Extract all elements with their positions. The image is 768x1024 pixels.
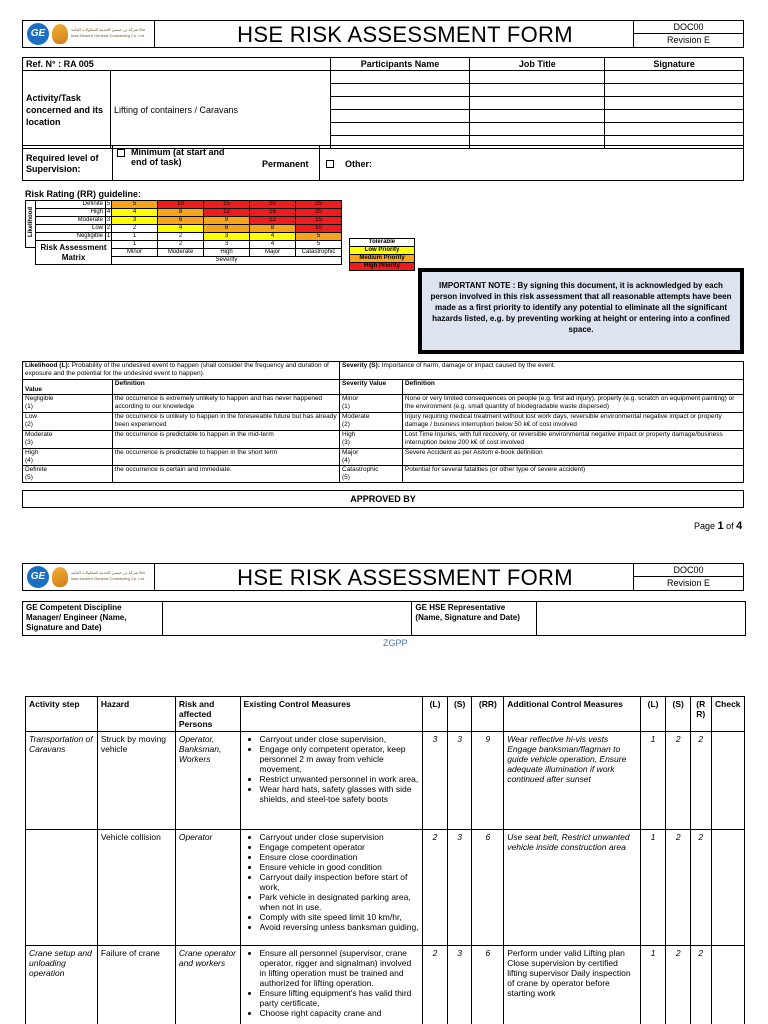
job-cell[interactable] [470,97,605,110]
matrix-cell: 12 [250,217,296,225]
hazard: Failure of crane [97,946,175,1024]
likelihood: 2 [423,946,448,1024]
matrix-row-number: 2 [106,225,111,231]
doc-revision: Revision E [666,578,711,588]
severity-residual: 2 [666,732,691,830]
additional-measures: Perform under valid Lifting plan Close supervision by certified lifting supervisor Daily inspection of crane by operator before starting work [504,946,641,1024]
matrix-cell: 15 [296,217,342,225]
likelihood-value-header: Value [23,380,113,395]
logo-cell [23,21,155,47]
matrix-cell: 10 [158,201,204,209]
severity-definition: None or very limited consequences on people (e.g. first aid injury), property (e.g. scratch on equipment painting) or the environment (e.g. small quantity of biodegradable waste dispersed) [402,395,743,413]
competent-manager-label: GE Competent Discipline Manager/ Engineer (Name, Signature and Date) [23,602,163,636]
signature-cell[interactable] [605,97,744,110]
severity-value-header: Severity Value [340,380,403,395]
important-note: IMPORTANT NOTE : By signing this document, it is acknowledged by each person involved in this risk assessment that all reasonable attempts have been made as a first priority to identify any potential to eliminate all the significant hazards listed, e.g. by preventing working at height or entering into a confined space. [418,268,744,354]
matrix-cell: 10 [296,225,342,233]
job-cell[interactable] [470,110,605,123]
activity-value: Lifting of containers / Caravans [110,71,330,149]
matrix-cell: 5 [296,233,342,241]
severity-definition-table [339,361,744,483]
severity-name: Catastrophic [296,249,342,257]
severity-number: 4 [250,241,296,249]
severity-definition: Potential for several fatalities (or other type of severe accident) [402,466,743,483]
col-risk: Risk and affected Persons [175,697,240,732]
matrix-cell: 4 [158,225,204,233]
matrix-cell: 4 [112,209,158,217]
col-additional-measures: Additional Control Measures [504,697,641,732]
likelihood-value: Negligible (1) [23,395,113,413]
participant-cell[interactable] [330,84,470,97]
severity-definition-header: Definition [402,380,743,395]
matrix-row-name: Low [36,225,106,233]
severity-value: Catastrophic (5) [340,466,403,483]
likelihood: 2 [423,830,448,946]
doc-box [633,21,743,47]
likelihood-residual: 1 [640,830,666,946]
likelihood-definition-header: Definition [112,380,339,395]
activity-step [26,830,98,946]
matrix-cell: 9 [204,217,250,225]
doc-revision: Revision E [666,35,711,45]
logo-cell [23,564,155,590]
activity-label: Activity/Task concerned and its location [23,71,111,149]
doc-number: DOC00 [634,21,743,34]
activity-step: Crane setup and unloading operation [26,946,98,1024]
legend-high: High Priority [350,263,415,271]
likelihood-definition: the occurrence is predictable to happen in the short term [112,449,339,466]
severity-name: High [204,249,250,257]
likelihood-value: Low (2) [23,413,113,431]
risk-persons: Crane operator and workers [175,946,240,1024]
participants-table [22,57,744,149]
matrix-cell: 8 [250,225,296,233]
likelihood-value: Definite (5) [23,466,113,483]
matrix-cell: 20 [296,209,342,217]
risk-rating: 6 [472,830,504,946]
matrix-label: Risk Assessment Matrix [36,241,112,265]
participant-cell[interactable] [330,97,470,110]
matrix-row-name: Negligible [36,233,106,241]
job-cell[interactable] [470,84,605,97]
likelihood-definition: the occurrence is certain and immediate. [112,466,339,483]
matrix-row-number: 4 [106,209,111,215]
participant-cell[interactable] [330,71,470,84]
severity-number: 1 [112,241,158,249]
risk-rating-title: Risk Rating (RR) guideline: [25,189,142,199]
form-title: HSE RISK ASSESSMENT FORM [237,565,573,590]
col-rr2: (R R) [691,697,712,732]
check-cell[interactable] [711,830,744,946]
risk-rating-residual: 2 [691,946,712,1024]
risk-persons: Operator, Banksman, Workers [175,732,240,830]
existing-measures: • Ensure all personnel (supervisor, crane operator, rigger and signalman) involved in lifting operation must be trained and authorized for lifting operation. • Ensure lifting equipment's has valid third party certificate, • Choose right capacity crane and [240,946,423,1024]
col-existing-measures: Existing Control Measures [240,697,423,732]
matrix-cell: 1 [112,233,158,241]
matrix-cell: 6 [158,217,204,225]
supervision-row [22,145,744,181]
severity-axis-label: Severity [112,257,342,265]
participant-cell[interactable] [330,110,470,123]
ge-logo-icon: GE [27,23,49,45]
participants-header: Participants Name [330,58,470,71]
signature-cell[interactable] [605,110,744,123]
ge-logo-icon: GE [27,566,49,588]
other-label: Other: [345,159,372,169]
severity-name: Minor [112,249,158,257]
legend-tolerable: Tolerable [350,239,415,247]
additional-measures: Use seat belt, Restrict unwanted vehicle inside construction area [504,830,641,946]
activity-step: Transportation of Caravans [26,732,98,830]
signoff-table [22,601,746,636]
risk-rating-residual: 2 [691,830,712,946]
matrix-cell: 2 [158,233,204,241]
page-number: Page 1 of 4 [694,520,743,532]
table-row [26,946,745,1024]
matrix-cell: 12 [204,209,250,217]
hse-rep-label: GE HSE Representative (Name, Signature and Date) [412,602,537,636]
col-check: Check [711,697,744,732]
severity-number: 3 [204,241,250,249]
likelihood-intro: Likelihood (L): Probability of the undesired event to happen (shall consider the frequency and duration of exposure and the potential for the undesired event to happen). [23,362,340,380]
matrix-row-name: Moderate [36,217,106,225]
permanent-label: Permanent [262,159,309,169]
matrix-cell: 15 [204,201,250,209]
additional-measures: Wear reflective hi-vis vests Engage banksman/flagman to guide vehicle operation, Ensure adequate illumination if work continued after sunset [504,732,641,830]
severity-number: 5 [296,241,342,249]
approved-by: APPROVED BY [22,490,744,508]
severity-value: High (3) [340,431,403,449]
likelihood-definition-table [22,361,340,483]
matrix-cell: 3 [112,217,158,225]
competent-manager-signature[interactable] [162,602,412,636]
severity-name: Major [250,249,296,257]
page1-header [22,20,744,48]
existing-measures: • Carryout under close supervision • Engage competent operator • Ensure close coordination • Ensure vehicle in good condition • Carryout daily inspection before start of work, • Park vehicle in designated parking area, when not in use. • Comply with site speed limit 10 km/hr, • Avoid reversing unless banksman guiding, [240,830,423,946]
likelihood: 3 [423,732,448,830]
minimum-checkbox[interactable] [117,149,125,157]
likelihood-definition: the occurrence is unlikely to happen in the foreseeable future but has already been experienced [112,413,339,431]
signature-header: Signature [605,58,744,71]
matrix-row-number: 1 [106,233,111,239]
likelihood-residual: 1 [640,732,666,830]
matrix-cell: 20 [250,201,296,209]
risk-persons: Operator [175,830,240,946]
matrix-row-number: 5 [106,201,111,207]
matrix-cell: 5 [112,201,158,209]
partner-logo-icon [52,567,68,587]
participant-cell[interactable] [330,123,470,136]
legend-low: Low Priority [350,247,415,255]
severity-residual: 2 [666,830,691,946]
severity-intro: Severity (S): Importance of harm, damage or impact caused by the event. [340,362,744,380]
likelihood-residual: 1 [640,946,666,1024]
col-l: (L) [423,697,448,732]
hazard: Struck by moving vehicle [97,732,175,830]
col-l2: (L) [640,697,666,732]
severity: 3 [447,732,472,830]
matrix-row-name: Definite [36,201,106,209]
likelihood-label: Likelihood [28,207,34,237]
hse-rep-signature[interactable] [537,602,746,636]
check-cell[interactable] [711,732,744,830]
page2-header [22,563,744,591]
col-s2: (S) [666,697,691,732]
signature-cell[interactable] [605,71,744,84]
matrix-cell: 2 [112,225,158,233]
severity-residual: 2 [666,946,691,1024]
priority-legend [349,238,415,271]
risk-rating: 9 [472,732,504,830]
permanent-checkbox[interactable] [326,160,334,168]
severity-definition: Severe Accident as per Alstom e-book definition [402,449,743,466]
risk-rating: 6 [472,946,504,1024]
matrix-cell: 25 [296,201,342,209]
col-hazard: Hazard [97,697,175,732]
likelihood-axis [25,200,35,248]
matrix-cell: 6 [204,225,250,233]
severity-number: 2 [158,241,204,249]
activity-table [25,696,745,1024]
likelihood-value: High (4) [23,449,113,466]
risk-matrix [35,200,342,265]
check-cell[interactable] [711,946,744,1024]
likelihood-definition: the occurrence is predictable to happen in the mid-term [112,431,339,449]
severity-name: Moderate [158,249,204,257]
form-title: HSE RISK ASSESSMENT FORM [237,22,573,47]
signature-cell[interactable] [605,123,744,136]
table-row [26,732,745,830]
hazard: Vehicle collision [97,830,175,946]
severity-value: Moderate (2) [340,413,403,431]
risk-rating-residual: 2 [691,732,712,830]
severity-value: Major (4) [340,449,403,466]
matrix-cell: 4 [250,233,296,241]
job-title-header: Job Title [470,58,605,71]
severity: 3 [447,830,472,946]
matrix-cell: 8 [158,209,204,217]
likelihood-definition: the occurrence is extremely unlikely to happen and has never happened according to our knowledge [112,395,339,413]
ref-number: Ref. N° : RA 005 [23,58,331,71]
job-cell[interactable] [470,123,605,136]
existing-measures: • Carryout under close supervision, • Engage only competent operator, keep personnel 2 m away from vehicle movement, • Restrict unwanted personnel in work area, • Wear hard hats, safety glasses with side shields, and steel-toe safety boots [240,732,423,830]
col-rr: (RR) [472,697,504,732]
likelihood-value: Moderate (3) [23,431,113,449]
col-activity-step: Activity step [26,697,98,732]
matrix-row-number: 3 [106,217,111,223]
table-row [26,830,745,946]
severity-definition: Injury requiring medical treatment without lost work days, reversible environmental negative impact or property damage / business interruption below 50 k€ of cost involved [402,413,743,431]
job-cell[interactable] [470,71,605,84]
partner-logo-text: شركة بن عيسى الحديثة للمقاولات العامة Bin Issa Modern General Contracting Co. Ltd. [71,570,146,581]
signature-cell[interactable] [605,84,744,97]
matrix-cell: 16 [250,209,296,217]
supervision-label: Required level of Supervision: [26,153,99,174]
severity: 3 [447,946,472,1024]
doc-number: DOC00 [634,564,743,577]
partner-logo-icon [52,24,68,44]
severity-value: Minor (1) [340,395,403,413]
matrix-row-name: High [36,209,106,217]
legend-medium: Medium Priority [350,255,415,263]
doc-box [633,564,743,590]
col-s: (S) [447,697,472,732]
severity-definition: Lost Time Injuries, with full recovery, or reversible environmental negative impact or property damage/business interruption below 200 k€ of cost involved [402,431,743,449]
minimum-label: Minimum (at start and end of task) [131,147,225,167]
partner-logo-text: شركة بن عيسى الحديثة للمقاولات العامة Bin Issa Modern General Contracting Co. Ltd. [71,27,146,38]
matrix-cell: 3 [204,233,250,241]
zgpp-label: ZGPP [383,638,408,648]
